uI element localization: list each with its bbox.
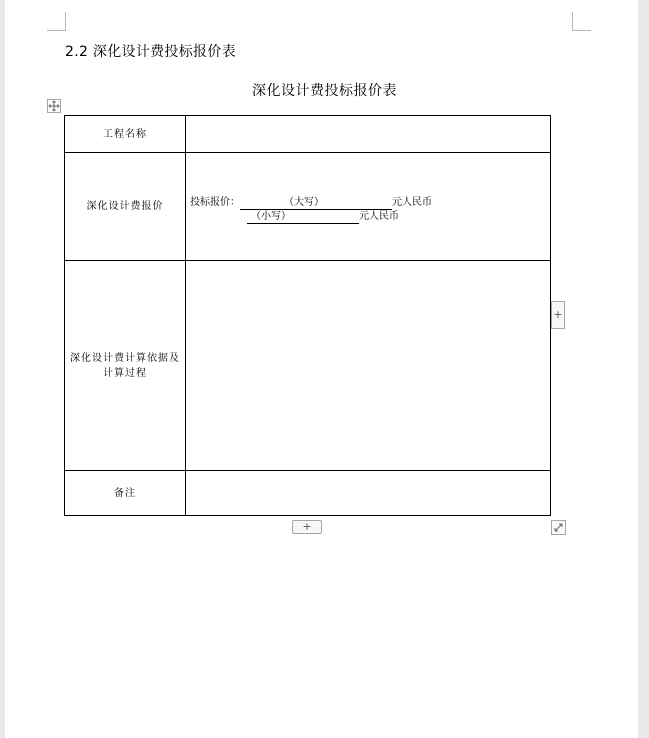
crop-mark-top-left [47, 12, 66, 31]
project-name-cell[interactable] [186, 116, 551, 153]
project-name-label: 工程名称 [65, 116, 186, 153]
upper-case-hint: （大写） [284, 197, 324, 208]
bid-price-prefix: 投标报价： [190, 197, 240, 208]
bid-price-lower-line [247, 207, 399, 224]
table-title: 深化设计费投标报价表 [252, 83, 397, 99]
remarks-label: 备注 [65, 471, 186, 516]
table-row [65, 153, 551, 261]
design-fee-quote-label: 深化设计费报价 [65, 153, 186, 261]
table-resize-handle[interactable] [551, 520, 566, 535]
lower-case-amount-field[interactable] [247, 211, 359, 224]
unit-suffix-upper: 元人民币 [392, 197, 432, 208]
resize-icon [552, 521, 565, 534]
section-heading: 2.2 深化设计费投标报价表 [65, 44, 236, 60]
bid-price-table [64, 115, 551, 516]
design-fee-quote-cell[interactable] [186, 153, 551, 261]
table-row [65, 471, 551, 516]
plus-icon: + [553, 308, 563, 321]
table-row [65, 261, 551, 471]
table-move-handle[interactable] [47, 99, 61, 113]
remarks-cell[interactable] [186, 471, 551, 516]
add-column-button[interactable] [551, 301, 565, 329]
calculation-basis-label: 深化设计费计算依据及计算过程 [65, 261, 186, 471]
add-row-button[interactable] [292, 520, 322, 534]
crop-mark-top-right [572, 12, 591, 31]
move-icon [48, 100, 60, 112]
lower-case-hint: （小写） [251, 211, 291, 222]
table-row [65, 116, 551, 153]
calculation-basis-cell[interactable] [186, 261, 551, 471]
unit-suffix-lower: 元人民币 [359, 211, 399, 222]
plus-icon: + [302, 520, 312, 533]
